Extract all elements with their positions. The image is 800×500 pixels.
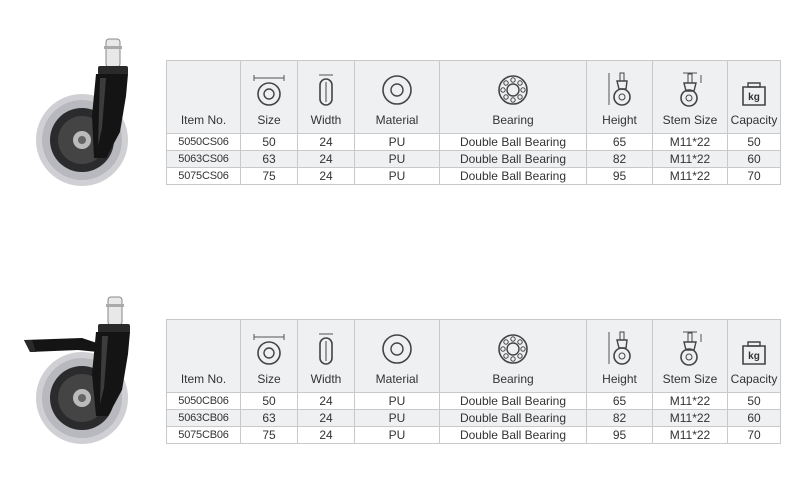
cell-bearing: Double Ball Bearing: [440, 427, 587, 444]
header-stem-size: Stem Size: [653, 320, 728, 393]
caster-height-icon: [605, 71, 635, 107]
spec-table: [166, 60, 781, 185]
cell-material: PU: [355, 427, 440, 444]
table-row: [167, 168, 781, 185]
cell-item-no: 5050CB06: [167, 393, 241, 410]
cell-size: 75: [241, 427, 298, 444]
header-item-no: Item No.: [167, 61, 241, 134]
cell-material: PU: [355, 393, 440, 410]
cell-width: 24: [298, 168, 355, 185]
header-bearing: Bearing: [440, 320, 587, 393]
cell-height: 82: [587, 410, 653, 427]
stem-size-icon: [673, 71, 707, 107]
cell-width: 24: [298, 393, 355, 410]
material-ring-icon: [380, 332, 414, 366]
caster-height-icon: [605, 330, 635, 366]
cell-stem-size: M11*22: [653, 151, 728, 168]
caster-wheel-with-brake-image: [22, 294, 146, 448]
cell-width: 24: [298, 410, 355, 427]
cell-material: PU: [355, 168, 440, 185]
cell-capacity: 50: [728, 134, 781, 151]
cell-material: PU: [355, 410, 440, 427]
table-row: [167, 410, 781, 427]
weight-kg-icon: [739, 77, 769, 107]
caster-wheel-image: [36, 36, 146, 190]
material-ring-icon: [380, 73, 414, 107]
stem-size-icon: [673, 330, 707, 366]
header-item-no: Item No.: [167, 320, 241, 393]
cell-capacity: 60: [728, 151, 781, 168]
cell-item-no: 5075CB06: [167, 427, 241, 444]
header-capacity: kg Capacity: [728, 61, 781, 134]
ball-bearing-icon: [496, 73, 530, 107]
wheel-size-icon: [252, 73, 286, 107]
cell-height: 82: [587, 151, 653, 168]
cell-width: 24: [298, 151, 355, 168]
cell-stem-size: M11*22: [653, 393, 728, 410]
cell-height: 65: [587, 393, 653, 410]
cell-stem-size: M11*22: [653, 410, 728, 427]
cell-item-no: 5075CS06: [167, 168, 241, 185]
header-width: Width: [298, 320, 355, 393]
cell-material: PU: [355, 134, 440, 151]
wheel-size-icon: [252, 332, 286, 366]
cell-size: 63: [241, 151, 298, 168]
cell-capacity: 70: [728, 427, 781, 444]
cell-size: 75: [241, 168, 298, 185]
cell-height: 95: [587, 168, 653, 185]
cell-width: 24: [298, 427, 355, 444]
table-row: [167, 393, 781, 410]
cell-capacity: 50: [728, 393, 781, 410]
cell-item-no: 5050CS06: [167, 134, 241, 151]
header-capacity: kg Capacity: [728, 320, 781, 393]
weight-kg-icon: [739, 336, 769, 366]
cell-size: 50: [241, 393, 298, 410]
cell-capacity: 60: [728, 410, 781, 427]
table-row: [167, 427, 781, 444]
cell-bearing: Double Ball Bearing: [440, 168, 587, 185]
product-section-cs06: [0, 0, 800, 200]
cell-bearing: Double Ball Bearing: [440, 151, 587, 168]
cell-stem-size: M11*22: [653, 134, 728, 151]
cell-item-no: 5063CS06: [167, 151, 241, 168]
cell-item-no: 5063CB06: [167, 410, 241, 427]
wheel-width-icon: [314, 73, 338, 107]
product-section-cb06: [0, 260, 800, 460]
header-bearing: Bearing: [440, 61, 587, 134]
cell-height: 95: [587, 427, 653, 444]
cell-stem-size: M11*22: [653, 168, 728, 185]
header-stem-size: Stem Size: [653, 61, 728, 134]
header-height: Height: [587, 320, 653, 393]
table-row: [167, 151, 781, 168]
svg-text:kg: kg: [748, 351, 760, 362]
header-row: [167, 61, 781, 134]
cell-material: PU: [355, 151, 440, 168]
header-height: Height: [587, 61, 653, 134]
header-material: Material: [355, 320, 440, 393]
header-size: Size: [241, 61, 298, 134]
cell-bearing: Double Ball Bearing: [440, 393, 587, 410]
cell-height: 65: [587, 134, 653, 151]
header-size: Size: [241, 320, 298, 393]
header-row: [167, 320, 781, 393]
wheel-width-icon: [314, 332, 338, 366]
cell-size: 63: [241, 410, 298, 427]
cell-stem-size: M11*22: [653, 427, 728, 444]
table-row: [167, 134, 781, 151]
header-material: Material: [355, 61, 440, 134]
spec-table: [166, 319, 781, 444]
cell-capacity: 70: [728, 168, 781, 185]
header-width: Width: [298, 61, 355, 134]
svg-text:kg: kg: [748, 92, 760, 103]
ball-bearing-icon: [496, 332, 530, 366]
cell-bearing: Double Ball Bearing: [440, 410, 587, 427]
cell-bearing: Double Ball Bearing: [440, 134, 587, 151]
cell-size: 50: [241, 134, 298, 151]
cell-width: 24: [298, 134, 355, 151]
